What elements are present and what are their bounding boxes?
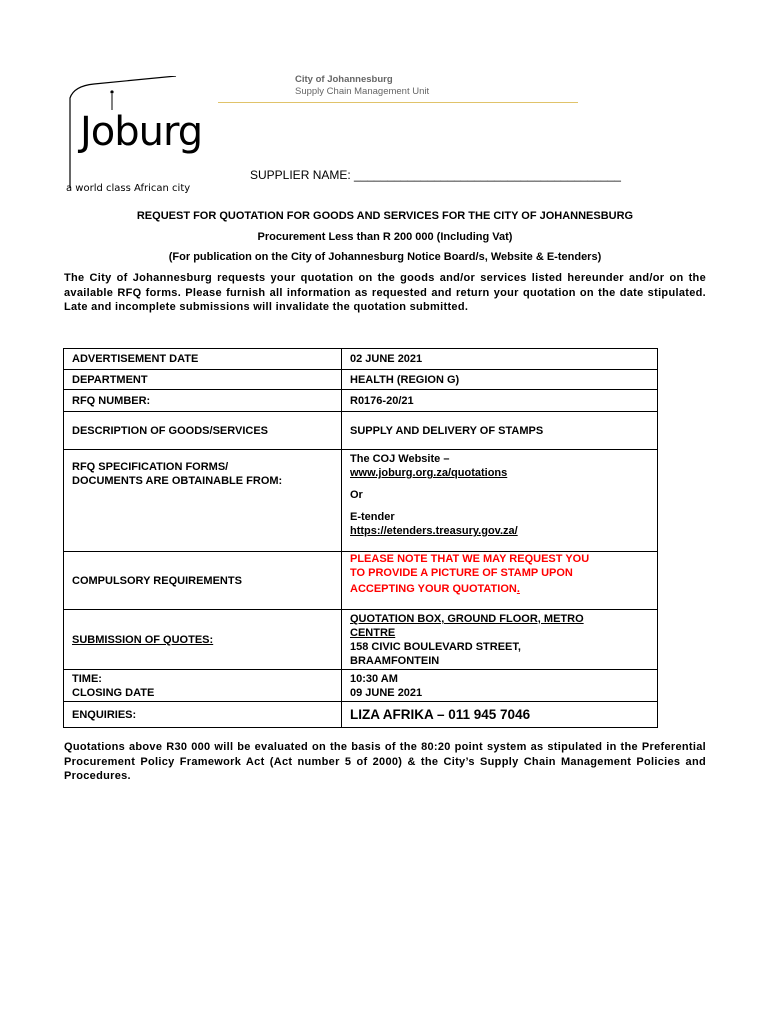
- table-row: [64, 670, 658, 702]
- closing-date-value: 09 JUNE 2021: [350, 686, 423, 699]
- time-label-cell: [64, 670, 342, 702]
- advertisement-date-label: ADVERTISEMENT DATE: [64, 349, 342, 370]
- compulsory-value-cell: [342, 552, 658, 610]
- etender-link[interactable]: https://etenders.treasury.gov.za/: [350, 525, 518, 537]
- time-value-cell: [342, 670, 658, 702]
- table-row: [64, 370, 658, 390]
- etender-line: E-tender: [350, 511, 395, 523]
- table-row: [64, 702, 658, 728]
- table-row: [64, 412, 658, 450]
- description-value: SUPPLY AND DELIVERY OF STAMPS: [342, 412, 658, 450]
- submission-line3: 158 CIVIC BOULEVARD STREET,: [350, 641, 521, 653]
- submission-line4: BRAAMFONTEIN: [350, 655, 440, 667]
- time-value: 10:30 AM: [350, 672, 398, 685]
- department-value: HEALTH (REGION G): [342, 370, 658, 390]
- compulsory-line1: PLEASE NOTE THAT WE MAY REQUEST YOU: [350, 553, 590, 565]
- submission-value-cell: [342, 610, 658, 670]
- intro-paragraph: The City of Johannesburg requests your quotation on the goods and/or services listed hereunder and/or on the available RFQ forms. Please furnish all information as requested and return your quotation on the date stipulated. Late and incomplete submissions will invalidate the quotation submitted.: [64, 272, 706, 313]
- rfq-details-table: [63, 348, 658, 728]
- submission-label-cell: [64, 610, 342, 670]
- advertisement-date-value: 02 JUNE 2021: [342, 349, 658, 370]
- submission-label: SUBMISSION OF QUOTES:: [72, 633, 214, 646]
- supplier-name-field: SUPPLIER NAME: ________________________________________: [250, 168, 621, 182]
- table-row: [64, 349, 658, 370]
- forms-value-cell: [342, 450, 658, 552]
- table-row: [64, 390, 658, 412]
- header-divider: [218, 102, 578, 103]
- submission-line2: CENTRE: [350, 627, 396, 639]
- compulsory-line3-wrap: [350, 582, 649, 596]
- coj-website-line: The COJ Website –: [350, 453, 450, 465]
- enquiries-label: ENQUIRIES:: [64, 702, 342, 728]
- closing-date-label: CLOSING DATE: [72, 686, 155, 699]
- sub-title: Procurement Less than R 200 000 (Including Vat): [257, 231, 513, 243]
- table-row: [64, 610, 658, 670]
- or-text: Or: [350, 489, 363, 501]
- submission-line1: QUOTATION BOX, GROUND FLOOR, METRO: [350, 613, 584, 625]
- table-row: [64, 552, 658, 610]
- department-label: DEPARTMENT: [64, 370, 342, 390]
- compulsory-label: COMPULSORY REQUIREMENTS: [64, 552, 342, 610]
- table-row: [64, 450, 658, 552]
- enquiries-value: LIZA AFRIKA – 011 945 7046: [342, 702, 658, 728]
- joburg-logo: Joburg: [80, 109, 203, 155]
- org-name: City of Johannesburg: [295, 74, 393, 85]
- main-title: REQUEST FOR QUOTATION FOR GOODS AND SERVICES FOR THE CITY OF JOHANNESBURG: [136, 210, 634, 222]
- time-label: TIME:: [72, 672, 102, 685]
- compulsory-line2: TO PROVIDE A PICTURE OF STAMP UPON: [350, 567, 573, 579]
- compulsory-line3: ACCEPTING YOUR QUOTATION: [350, 583, 517, 595]
- footer-paragraph: Quotations above R30 000 will be evaluated on the basis of the 80:20 point system as stipulated in the Preferential Procurement Policy Framework Act (Act number 5 of 2000) & the City’s Supply Chain Management Policies and Procedures.: [64, 741, 706, 782]
- forms-label-cell: [64, 450, 342, 552]
- coj-website-link[interactable]: www.joburg.org.za/quotations: [350, 467, 508, 479]
- publication-note: (For publication on the City of Johannesburg Notice Board/s, Website & E-tenders): [168, 251, 602, 263]
- description-label: DESCRIPTION OF GOODS/SERVICES: [64, 412, 342, 450]
- rfq-number-label: RFQ NUMBER:: [64, 390, 342, 412]
- forms-label-line2: DOCUMENTS ARE OBTAINABLE FROM:: [72, 475, 283, 487]
- forms-label-line1: RFQ SPECIFICATION FORMS/: [72, 461, 229, 473]
- compulsory-line3-end: .: [516, 583, 520, 595]
- logo-tagline: a world class African city: [66, 183, 191, 194]
- unit-name: Supply Chain Management Unit: [295, 86, 430, 97]
- rfq-number-value: R0176-20/21: [342, 390, 658, 412]
